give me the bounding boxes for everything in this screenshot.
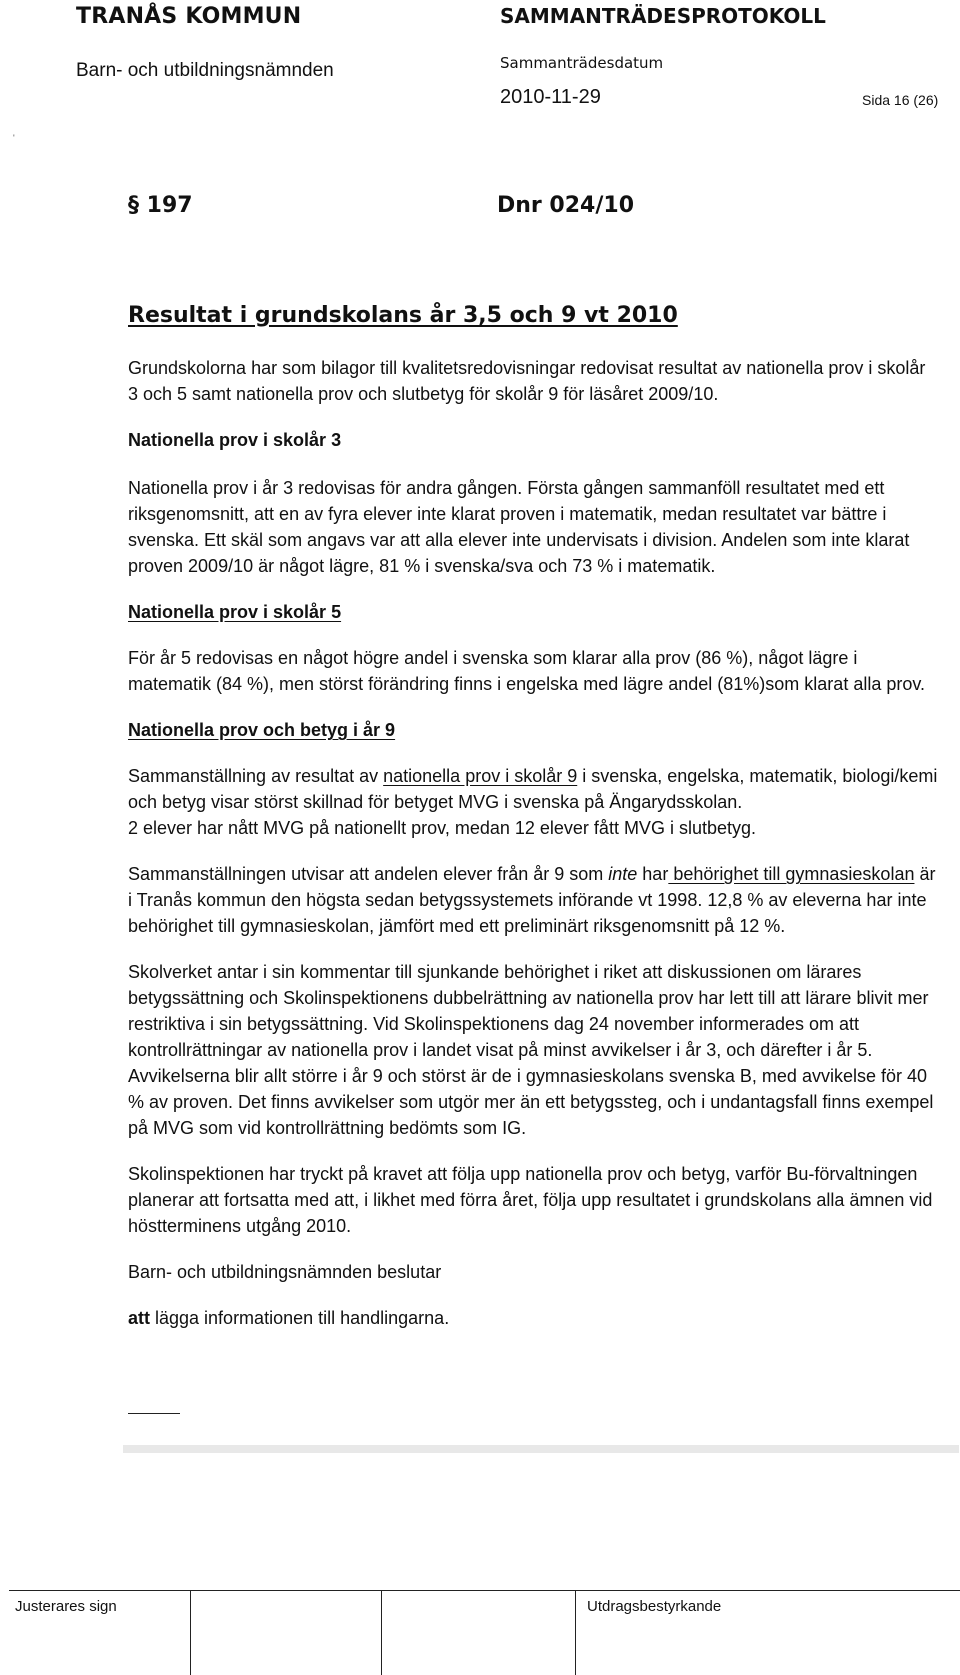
text-span: är i Tranås kommun den högsta sedan betygssystemets införande vt 1998. 12,8 % av eleverna har inte behörighet till gymnasieskolan, jämfört med ett preliminärt riksgenomsnitt på 12 %.	[128, 864, 936, 936]
paragraph-skolinspektionen: Skolinspektionen har tryckt på kravet att följa upp nationella prov och betyg, varför Bu-förvaltningen planerar att fortsatta med att, i likhet med förra året, följa upp resultatet i grundskolans alla ämnen vid höstterminens utgång 2010.	[128, 1164, 933, 1236]
text-span: i svenska, engelska, matematik, biologi/kemi och betyg visar störst skillnad för betyget MVG i svenska på Ängarydsskolan.	[128, 766, 938, 812]
meeting-date: 2010-11-29	[500, 86, 601, 108]
decision-text: lägga informationen till handlingarna.	[150, 1308, 450, 1328]
footer-cell-divider	[381, 1591, 382, 1675]
adjuster-sign-label: Justerares sign	[15, 1598, 117, 1615]
diary-number: Dnr 024/10	[497, 193, 635, 218]
paragraph-skolverket: Skolverket antar i sin kommentar till sjunkande behörighet i riket att diskussionen om lärares betygssättning och Skolinspektionens dubbelrättning av nationella prov har lett till att lärare blivit mer restriktiva i sin betygssättning. Vid Skolinspektionens dag 24 november informerades om att kontrollrättningar av nationella prov i landet visat på minst avvikelser i år 3, och därefter i år 5. Avvikelserna blir allt större i år 9 och störst är de i gymnasieskolans svenska B, med avvikelse för 40 % av proven. Det finns avvikelser som utgör mer än ett betygssteg, och i undantagsfall finns exempel på MVG som vid kontrollrättning bedömts som IG.	[128, 962, 934, 1138]
separator-bar	[123, 1445, 959, 1453]
decision-att: att	[128, 1308, 150, 1328]
margin-mark: '	[13, 133, 15, 143]
decision-statement	[128, 1305, 940, 1331]
emphasis-text: inte	[608, 864, 638, 884]
organization-name: TRANÅS KOMMUN	[76, 4, 302, 29]
intro-paragraph: Grundskolorna har som bilagor till kvalitetsredovisningar redovisat resultat av nationella prov i skolår 3 och 5 samt nationella prov och slutbetyg för skolår 9 för läsåret 2009/10.	[128, 358, 926, 404]
paragraph-number: § 197	[128, 193, 193, 218]
underlined-phrase: nationella prov i skolår 9	[383, 766, 578, 786]
text-span: Sammanställningen utvisar att andelen elever från år 9 som	[128, 864, 609, 884]
subheading-year-9: Nationella prov och betyg i år 9	[128, 720, 396, 740]
subheading-year-5: Nationella prov i skolår 5	[128, 602, 342, 622]
footer-signature-table	[9, 1590, 960, 1675]
section-title: Resultat i grundskolans år 3,5 och 9 vt 2010	[128, 303, 678, 328]
paragraph-year-9-summary	[128, 763, 940, 815]
text-span: har	[637, 864, 669, 884]
closing-line	[128, 1413, 180, 1414]
paragraph-year-3: Nationella prov i år 3 redovisas för andra gången. Första gången sammanföll resultatet med ett riksgenomsnitt, att en av fyra elever inte klarat proven i matematik, medan resultatet var bättre i svenska. Ett skäl som angavs var att alla elever inte undervisats i division. Andelen som inte klarat proven 2009/10 är något lägre, 81 % i svenska/sva och 73 % i matematik.	[128, 478, 910, 576]
text-span: Sammanställning av resultat av	[128, 766, 384, 786]
meeting-date-label: Sammanträdesdatum	[500, 54, 664, 72]
footer-cell-divider	[575, 1591, 576, 1675]
document-type: SAMMANTRÄDESPROTOKOLL	[500, 4, 826, 28]
subheading-year-3: Nationella prov i skolår 3	[128, 430, 342, 450]
paragraph-mvg-count: 2 elever har nått MVG på nationellt prov, medan 12 elever fått MVG i slutbetyg.	[128, 818, 756, 838]
committee-name: Barn- och utbildningsnämnden	[76, 60, 334, 81]
decision-intro: Barn- och utbildningsnämnden beslutar	[128, 1262, 442, 1282]
document-body	[128, 355, 940, 1331]
paragraph-eligibility	[128, 861, 940, 939]
paragraph-year-5: För år 5 redovisas en något högre andel i svenska som klarar alla prov (86 %), något lägre i matematik (84 %), men störst förändring finns i engelska med lägre andel (81%)som klarat alla prov.	[128, 648, 926, 694]
footer-cell-divider	[190, 1591, 191, 1675]
page-number: Sida 16 (26)	[862, 92, 939, 108]
certification-label: Utdragsbestyrkande	[587, 1598, 722, 1615]
underlined-phrase: behörighet till gymnasieskolan	[668, 864, 915, 884]
